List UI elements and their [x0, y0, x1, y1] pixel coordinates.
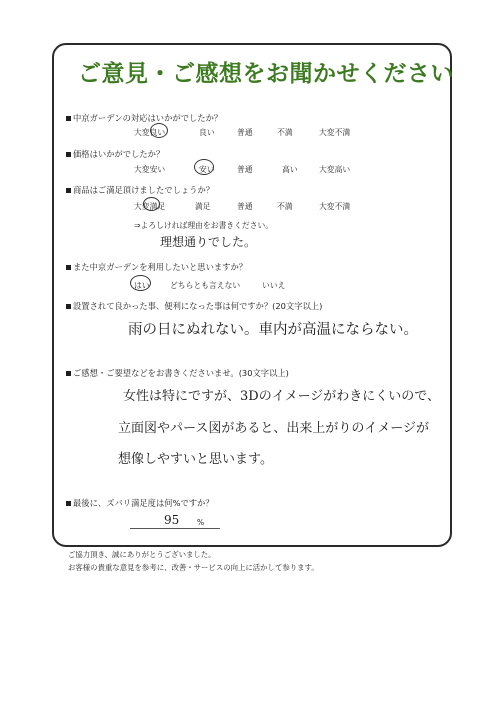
option-reuse-no: いいえ	[262, 281, 286, 290]
survey-title: ご意見・ご感想をお聞かせください	[78, 61, 454, 87]
option-service-very-dissatisfied: 大変不満	[319, 128, 351, 137]
question-reuse	[66, 261, 247, 273]
handwritten-satisfaction-value: 95	[164, 513, 180, 527]
answer-underline	[130, 528, 220, 529]
bullet-square-icon	[66, 265, 71, 270]
percent-unit: %	[197, 518, 205, 527]
handwritten-comment-line: 立面図やパース図があると、出来上がりのイメージが	[118, 421, 429, 436]
option-reuse-yes: はい	[134, 281, 150, 290]
question-satisfaction-text: 最後に、ズバリ満足度は何%ですか？	[73, 498, 214, 508]
option-product-satisfied: 満足	[195, 202, 211, 211]
option-price-very-cheap: 大変安い	[134, 165, 166, 174]
option-service-very-good: 大変良い	[134, 128, 166, 137]
option-reuse-neutral: どちらとも言えない	[170, 281, 241, 290]
selection-circle-mark	[143, 197, 160, 211]
option-product-very-dissatisfied: 大変不満	[319, 202, 351, 211]
option-product-very-satisfied: 大変満足	[134, 202, 166, 211]
question-product	[66, 184, 214, 196]
handwritten-comment-line: 想像しやすいと思います。	[118, 452, 273, 467]
option-price-cheap: 安い	[199, 165, 215, 174]
selection-circle-mark	[194, 159, 214, 175]
option-service-dissatisfied: 不満	[277, 128, 293, 137]
bullet-square-icon	[66, 188, 71, 193]
question-comments-text: ご感想・ご要望などをお書きくださいませ。(30文字以上)	[73, 368, 289, 378]
question-price-text: 価格はいかがでしたか？	[73, 149, 165, 159]
bullet-square-icon	[66, 152, 71, 157]
selection-circle-mark	[130, 275, 151, 291]
question-product-text: 商品はご満足頂けましたでしょうか？	[73, 185, 215, 195]
reason-prompt: ⇒よろしければ理由をお書きください。	[134, 221, 274, 230]
option-product-dissatisfied: 不満	[277, 202, 293, 211]
question-benefits-text: 設置されて良かった事、便利になった事は何ですか？(20文字以上)	[73, 301, 323, 311]
handwritten-benefits: 雨の日にぬれない。車内が高温にならない。	[128, 322, 418, 338]
selection-circle-mark	[150, 123, 168, 138]
option-price-normal: 普通	[237, 165, 253, 174]
question-comments	[66, 367, 289, 379]
handwritten-reason: 理想通りでした。	[160, 235, 257, 249]
footer-note: お客様の貴重な意見を参考に、改善・サービスの向上に活かして参ります。	[68, 563, 319, 572]
question-service-text: 中京ガーデンの対応はいかがでしたか？	[73, 113, 223, 123]
bullet-square-icon	[66, 116, 71, 121]
option-service-normal: 普通	[237, 128, 253, 137]
option-service-good: 良い	[199, 128, 215, 137]
question-satisfaction	[66, 497, 214, 509]
question-service	[66, 112, 222, 124]
footer-thanks: ご協力頂き、誠にありがとうございました。	[68, 550, 216, 559]
option-price-expensive: 高い	[282, 165, 298, 174]
option-price-very-expensive: 大変高い	[319, 165, 351, 174]
question-price	[66, 148, 164, 160]
bullet-square-icon	[66, 371, 71, 376]
option-product-normal: 普通	[237, 202, 253, 211]
bullet-square-icon	[66, 501, 71, 506]
question-benefits	[66, 300, 322, 312]
question-reuse-text: また中京ガーデンを利用したいと思いますか？	[73, 262, 248, 272]
handwritten-comment-line: 女性は特にですが、3Dのイメージがわきにくいので、	[123, 389, 441, 404]
bullet-square-icon	[66, 304, 71, 309]
